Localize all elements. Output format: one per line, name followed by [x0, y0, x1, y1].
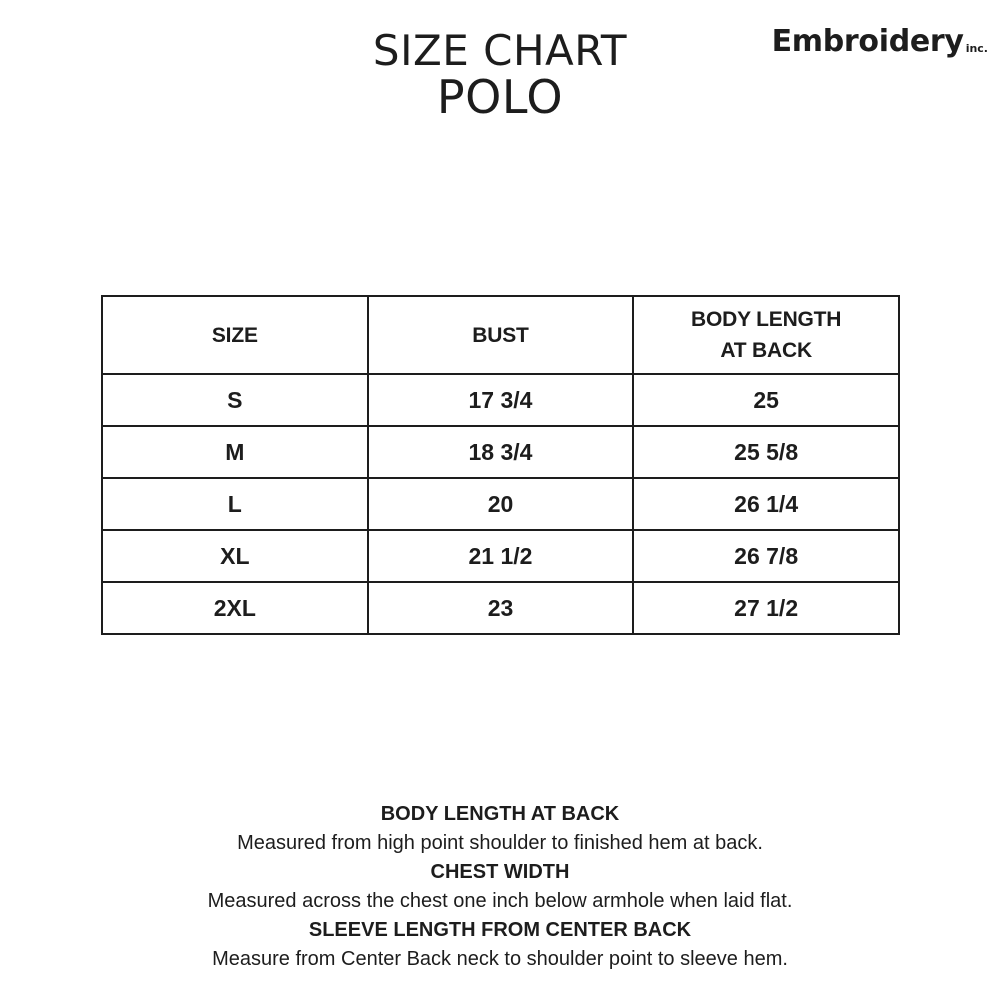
brand-logo	[772, 22, 988, 62]
size-chart-table	[101, 295, 900, 635]
note-heading-body-length: BODY LENGTH AT BACK	[380, 803, 620, 825]
size-cell: L	[102, 478, 368, 530]
bust-cell: 18 3/4	[368, 426, 634, 478]
column-header-body-length: BODY LENGTH AT BACK	[633, 296, 899, 374]
table-row	[102, 530, 899, 582]
body-length-cell: 26 1/4	[633, 478, 899, 530]
note-description-body-length: Measured from high point shoulder to finished hem at back.	[237, 832, 763, 854]
body-length-cell: 26 7/8	[633, 530, 899, 582]
body-length-cell: 25	[633, 374, 899, 426]
column-header-size: SIZE	[102, 296, 368, 374]
size-cell: M	[102, 426, 368, 478]
page-title: SIZE CHART	[372, 26, 628, 75]
bust-cell: 20	[368, 478, 634, 530]
table-row	[102, 478, 899, 530]
column-header-bust: BUST	[368, 296, 634, 374]
note-description-chest-width: Measured across the chest one inch below armhole when laid flat.	[207, 890, 793, 912]
logo-text: Embroidery	[771, 24, 964, 59]
size-cell: XL	[102, 530, 368, 582]
table-row	[102, 374, 899, 426]
table-header-row	[102, 296, 899, 374]
size-cell: S	[102, 374, 368, 426]
bust-cell: 21 1/2	[368, 530, 634, 582]
size-cell: 2XL	[102, 582, 368, 634]
table-row	[102, 426, 899, 478]
note-description-sleeve-length: Measure from Center Back neck to shoulder point to sleeve hem.	[212, 948, 788, 970]
bust-cell: 23	[368, 582, 634, 634]
page-subtitle: POLO	[436, 70, 564, 124]
bust-cell: 17 3/4	[368, 374, 634, 426]
note-heading-chest-width: CHEST WIDTH	[430, 861, 570, 883]
note-heading-sleeve-length: SLEEVE LENGTH FROM CENTER BACK	[308, 919, 692, 941]
table-row	[102, 582, 899, 634]
logo-suffix: inc.	[965, 42, 988, 55]
measurement-notes	[0, 800, 1000, 974]
body-length-cell: 27 1/2	[633, 582, 899, 634]
body-length-cell: 25 5/8	[633, 426, 899, 478]
